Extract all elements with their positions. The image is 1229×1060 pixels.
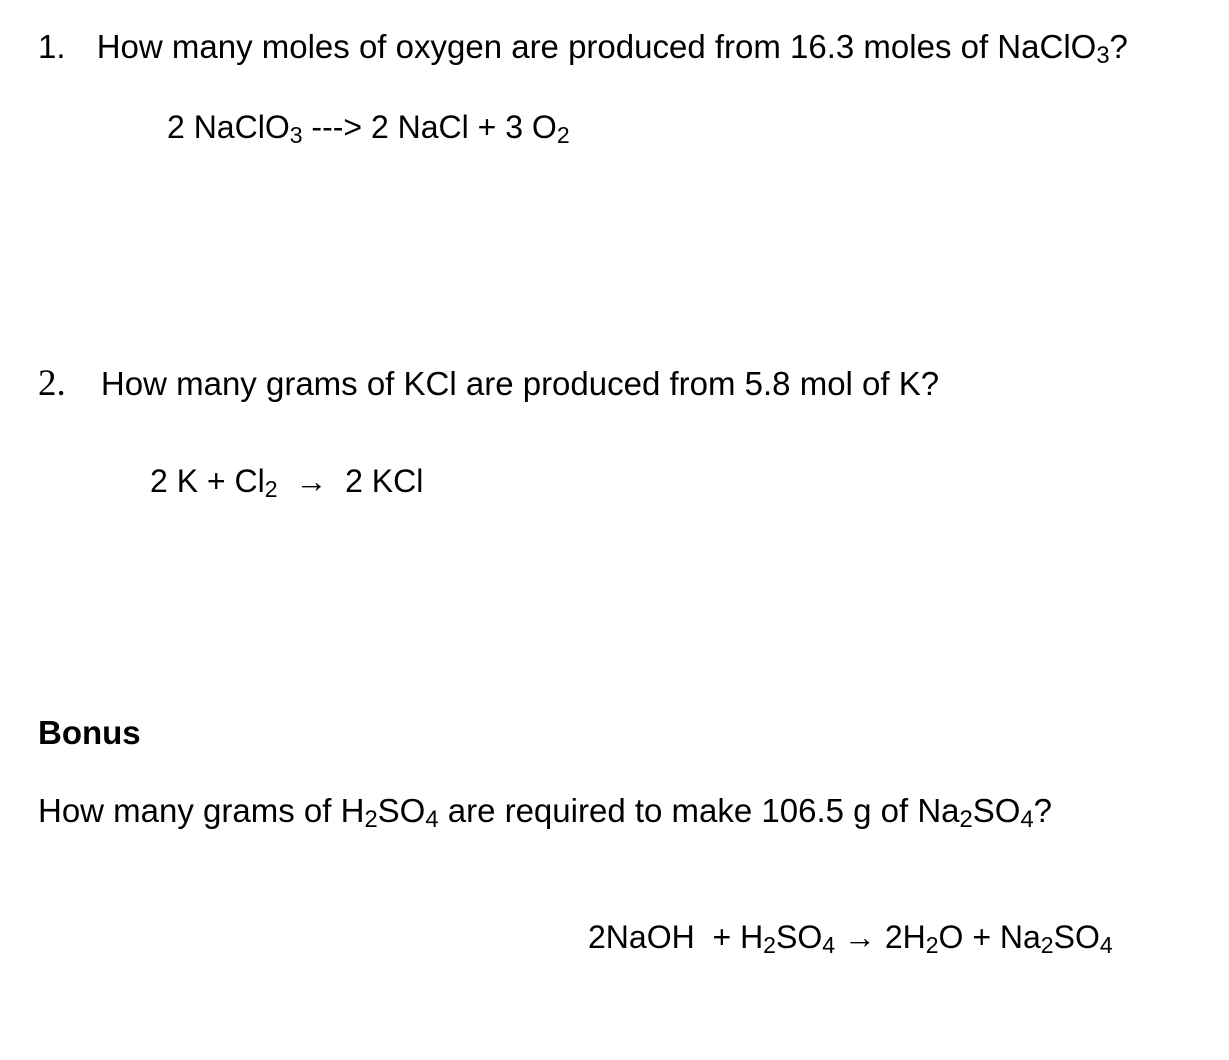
question-2-equation: 2 $K + Cl_2 \to 2$ KCl	[150, 463, 424, 503]
bonus-question: How many grams of $H_2SO_4$ are required to make 106.5 g of $Na_2SO_4$?	[38, 792, 1053, 834]
question-2-number: 2.	[38, 363, 66, 404]
question-2	[38, 365, 939, 402]
question-1-text: How many moles of oxygen are produced from 16.3 moles of NaClO$_3$?	[96, 28, 1128, 70]
question-1-number: 1.	[38, 28, 66, 65]
bonus-heading: Bonus	[38, 714, 141, 751]
question-1	[38, 28, 1128, 70]
bonus-equation: 2NaOH + $H_2SO_4 \to 2H_2O + Na_2SO_4$	[588, 919, 1113, 959]
question-2-text: How many grams of KCl are produced from 5.8 mol of K?	[100, 365, 940, 402]
question-1-equation: 2 NaClO$_3$ ---> 2 NaCl + 3 $O_2$	[167, 109, 570, 149]
